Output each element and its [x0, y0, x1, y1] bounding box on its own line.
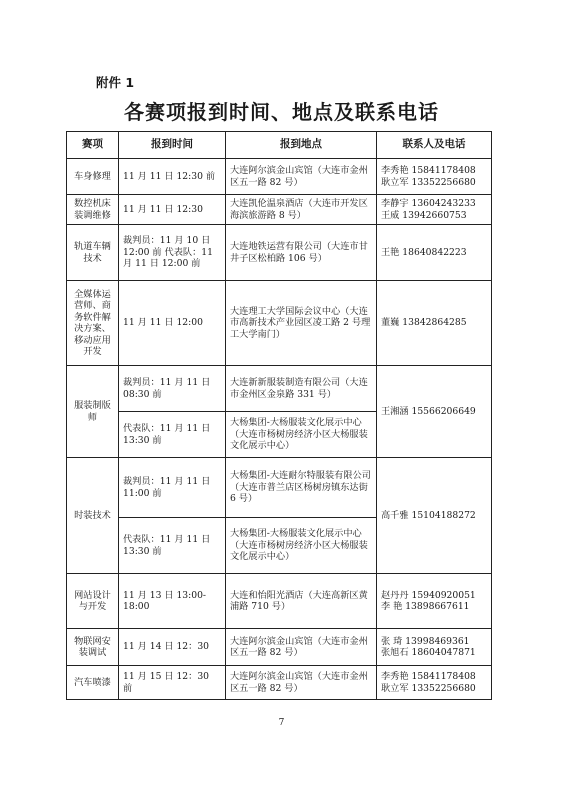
event-cell: 全媒体运营师、商务软件解决方案、移动应用开发 — [67, 281, 119, 366]
contact-cell — [377, 195, 492, 225]
contact-line: 李静宇 13604243233 — [381, 198, 476, 209]
table-row — [67, 366, 492, 412]
contact-cell — [377, 666, 492, 700]
place-cell: 大连阿尔滨金山宾馆（大连市金州区五一路 82 号） — [226, 666, 377, 700]
table-row — [67, 195, 492, 225]
contact-cell — [377, 281, 492, 366]
place-cell: 大杨集团-大杨服装文化展示中心（大连市杨树房经济小区大杨服装文化展示中心） — [226, 412, 377, 458]
time-cell: 裁判员：11 月 11 日 11:00 前 — [119, 458, 226, 518]
header-place: 报到地点 — [226, 132, 377, 159]
table-row — [67, 574, 492, 629]
contact-cell — [377, 458, 492, 574]
header-contact: 联系人及电话 — [377, 132, 492, 159]
page-title: 各赛项报到时间、地点及联系电话 — [124, 100, 439, 124]
contact-cell — [377, 159, 492, 195]
place-cell: 大连理工大学国际会议中心（大连市高新技术产业园区凌工路 2 号理工大学南门） — [226, 281, 377, 366]
event-cell: 轨道车辆技术 — [67, 225, 119, 281]
page-number: 7 — [278, 718, 285, 728]
time-cell: 代表队：11 月 11 日 13:30 前 — [119, 412, 226, 458]
table-row — [67, 666, 492, 700]
place-cell: 大连阿尔滨金山宾馆（大连市金州区五一路 82 号） — [226, 159, 377, 195]
time-cell: 11 月 13 日 13:00-18:00 — [119, 574, 226, 629]
place-cell: 大连阿尔滨金山宾馆（大连市金州区五一路 82 号） — [226, 629, 377, 666]
event-cell: 网站设计与开发 — [67, 574, 119, 629]
event-cell: 数控机床装调维修 — [67, 195, 119, 225]
header-time: 报到时间 — [119, 132, 226, 159]
time-cell: 11 月 11 日 12:30 — [119, 195, 226, 225]
place-cell: 大连凯伦温泉酒店（大连市开发区海滨旅游路 8 号） — [226, 195, 377, 225]
place-cell: 大杨集团-大连耐尔特服装有限公司（大连市普兰店区杨树房镇东达街 6 号） — [226, 458, 377, 518]
attachment-label: 附件 1 — [96, 75, 135, 90]
contact-line: 耿立军 13352256680 — [381, 682, 476, 694]
time-cell: 11 月 11 日 12:30 前 — [119, 159, 226, 195]
time-cell: 裁判员：11 月 11 日 08:30 前 — [119, 366, 226, 412]
contact-line: 王艳 18640842223 — [381, 246, 467, 258]
event-cell: 车身修理 — [67, 159, 119, 195]
table-row — [67, 281, 492, 366]
table-header-row — [67, 132, 492, 159]
event-cell: 服装制版师 — [67, 366, 119, 458]
time-cell: 11 月 15 日 12：30 前 — [119, 666, 226, 700]
event-cell: 汽车喷漆 — [67, 666, 119, 700]
table-row — [67, 225, 492, 281]
contact-cell — [377, 629, 492, 666]
time-cell: 11 月 14 日 12：30 — [119, 629, 226, 666]
place-cell: 大杨集团-大杨服装文化展示中心（大连市杨树房经济小区大杨服装文化展示中心） — [226, 518, 377, 574]
event-cell: 时装技术 — [67, 458, 119, 574]
time-cell: 代表队：11 月 11 日 13:30 前 — [119, 518, 226, 574]
registration-table — [66, 131, 492, 700]
contact-line: 耿立军 13352256680 — [381, 176, 476, 188]
time-cell: 11 月 11 日 12:00 — [119, 281, 226, 366]
contact-line: 赵丹丹 15940920051 — [381, 589, 476, 601]
table-row — [67, 458, 492, 518]
place-cell: 大连地铁运营有限公司（大连市甘井子区松柏路 106 号） — [226, 225, 377, 281]
contact-cell — [377, 366, 492, 458]
place-cell: 大连新新服装制造有限公司（大连市金州区金泉路 331 号） — [226, 366, 377, 412]
contact-cell — [377, 225, 492, 281]
contact-line: 李 艳 13898667611 — [381, 601, 470, 612]
contact-line: 王湘涵 15566206649 — [381, 405, 476, 417]
contact-cell — [377, 574, 492, 629]
contact-line: 张 琦 13998469361 — [381, 635, 470, 647]
contact-line: 董巍 13842864285 — [381, 317, 467, 329]
contact-line: 王威 13942660753 — [381, 209, 467, 221]
time-cell: 裁判员：11 月 10 日 12:00 前 代表队：11 月 11 日 12:00 前 — [119, 225, 226, 281]
header-event: 赛项 — [67, 132, 119, 159]
place-cell: 大连和怡阳光酒店（大连高新区黄浦路 710 号） — [226, 574, 377, 629]
event-cell: 物联网安装调试 — [67, 629, 119, 666]
contact-line: 李秀艳 15841178408 — [381, 165, 476, 176]
table-row — [67, 629, 492, 666]
contact-line: 高千雅 15104188272 — [381, 509, 476, 521]
contact-line: 李秀艳 15841178408 — [381, 671, 476, 682]
table-row — [67, 159, 492, 195]
contact-line: 张旭石 18604047871 — [381, 647, 476, 658]
